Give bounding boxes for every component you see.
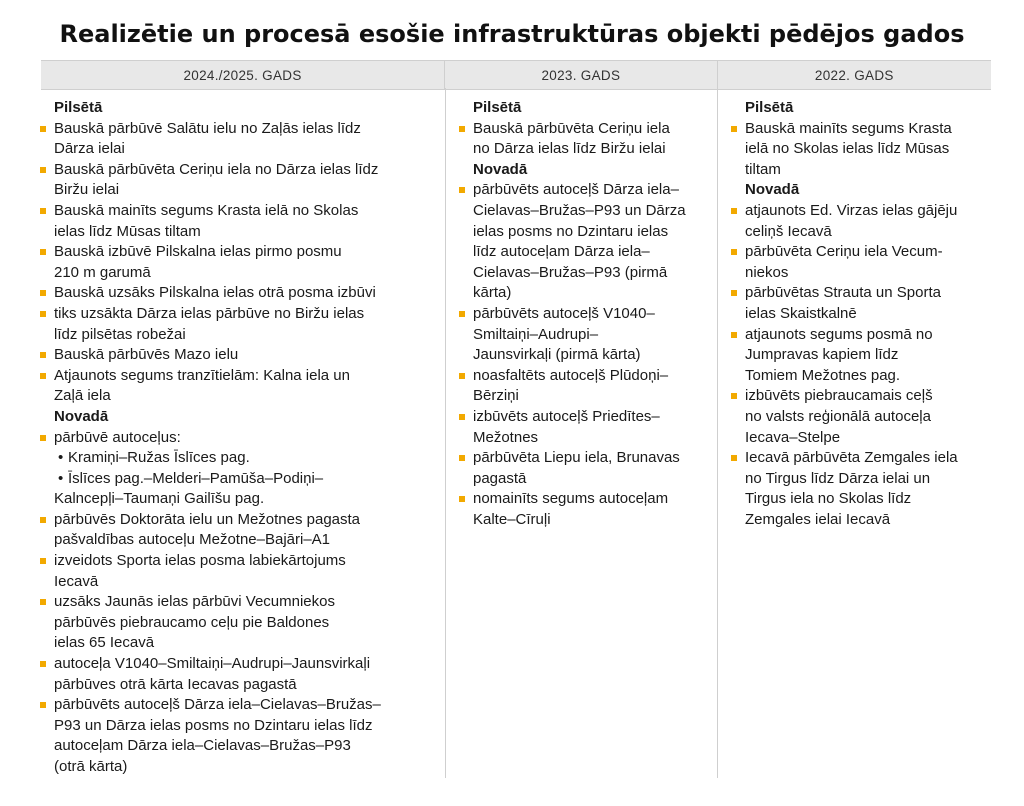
list-item-text: pārbūvēts autoceļš Dārza iela– [473,181,679,199]
list-item-text: Cielavas–Bružas–P93 un Dārza [473,201,686,219]
list-item-text: izveidots Sporta ielas posma labiekārtojums [54,552,346,570]
list-item-text: pašvaldības autoceļu Mežotne–Bajāri–A1 [54,531,331,549]
list-item-text: Iecava–Stelpe [745,428,841,446]
list-item [459,119,711,160]
list-item [40,428,440,449]
section-heading-city: Pilsētā [473,99,522,116]
list-item-text: Smiltaiņi–Audrupi– [473,325,599,343]
list-item-text: Jumpravas kapiem līdz [745,346,899,364]
header-2024-2025: 2024./2025. GADS [183,67,302,83]
list-item-text: atjaunots segums posmā no [745,325,933,343]
list-item [40,366,440,407]
sub-list-item-text: Kramiņi–Ružas Īslīces pag. [68,449,250,467]
column-2022 [731,98,993,530]
list-item [40,201,440,242]
list-item-text: tiltam [745,160,781,178]
list-item [731,325,993,387]
list-item-text: Bauskā mainīts segums Krasta [745,119,952,137]
column-divider [717,88,718,778]
list-item-text: ielas 65 Iecavā [54,634,155,652]
sub-bullet: • [58,469,64,487]
list-item-text: līdz autoceļam Dārza iela– [473,243,650,261]
list-item-text: Bauskā pārbūvēta Ceriņu iela no Dārza ielas līdz [54,160,379,178]
list-item-text: tiks uzsākta Dārza ielas pārbūve no Biržu ielas [54,304,365,322]
list-item-text: no Tirgus līdz Dārza ielai un [745,469,931,487]
list-item-text: pagastā [473,469,527,487]
list-item [40,160,440,201]
list-item [40,304,440,345]
list-item-text: celiņš Iecavā [745,222,832,240]
list-item-text: Bauskā pārbūvēs Mazo ielu [54,346,239,364]
list-item-text: pārbūvēta Ceriņu iela Vecum- [745,243,943,261]
section-heading-region: Novadā [473,160,528,178]
list-item [731,119,993,181]
list-item [40,345,440,366]
list-item-text: pārbūvētas Strauta un Sporta [745,284,941,302]
list-item-text: Tomiem Mežotnes pag. [745,366,901,384]
list-item [459,448,711,489]
list-item-text: Bauskā pārbūvēta Ceriņu iela [473,119,670,137]
section-heading-region: Novadā [54,407,109,425]
list-item [40,695,440,777]
list-item-text: autoceļam Dārza iela–Cielavas–Bružas–P93 [54,737,351,755]
list-item-text: Iecavā [54,572,99,590]
list-item-text: pārbūvēts autoceļš V1040– [473,304,655,322]
list-item [40,510,440,551]
list-item-text: Mežotnes [473,428,539,446]
list-item-text: Dārza ielai [54,140,125,158]
list-item-text: pārbūvēta Liepu iela, Brunavas [473,449,680,467]
list-item-text: pārbūvēts autoceļš Dārza iela–Cielavas–Bružas– [54,696,381,714]
list-item-text: no Dārza ielas līdz Biržu ielai [473,140,666,158]
list-item-text: niekos [745,263,789,281]
list-item [40,592,440,654]
list-item-text: Zemgales ielai Iecavā [745,510,891,528]
sub-list-item [40,469,440,490]
list-item-text: kārta) [473,284,512,302]
list-item [459,489,711,530]
list-item-text: Bauskā mainīts segums Krasta ielā no Skolas [54,201,359,219]
list-item-text: Kalte–Cīruļi [473,510,551,528]
list-item-text: Biržu ielai [54,181,120,199]
list-item-text: uzsāks Jaunās ielas pārbūvi Vecumniekos [54,593,335,611]
list-item-text: (otrā kārta) [54,758,128,775]
list-item [459,180,711,304]
list-item-text: Zaļā iela [54,387,111,405]
sub-list-item-continuation [40,489,440,510]
list-item [459,366,711,407]
list-item-text: Jaunsvirkaļi (pirmā kārta) [473,346,641,364]
list-item-text: Iecavā pārbūvēta Zemgales iela [745,449,958,467]
list-item-text: ielas līdz Mūsas tiltam [54,222,201,240]
header-2022: 2022. GADS [717,61,991,89]
list-item-text: no valsts reģionālā autoceļa [745,407,931,425]
list-item-text: noasfaltēts autoceļš Plūdoņi– [473,366,669,384]
column-2023 [459,98,711,530]
column-divider [445,88,446,778]
list-item [40,654,440,695]
list-item-text: ielā no Skolas ielas līdz Mūsas [745,140,950,158]
section-heading-region: Novadā [745,181,800,199]
page-title: Realizētie un procesā esošie infrastruktūras objekti pēdējos gados [59,20,965,48]
list-item-text: pārbūvēs piebraucamo ceļu pie Baldones [54,613,330,631]
list-item-text: līdz pilsētas robežai [54,325,186,343]
table-header [41,60,991,90]
list-item-text: ielas posms no Dzintaru ielas [473,222,669,240]
sub-list-item-text: Kalncepļi–Taumaņi Gailīšu pag. [54,490,265,508]
list-item-text: pārbūves otrā kārta Iecavas pagastā [54,675,297,693]
list-item [40,551,440,592]
list-item-text: nomainīts segums autoceļam [473,490,669,508]
list-item-text: Bauskā pārbūvē Salātu ielu no Zaļās ielas līdz [54,119,361,137]
sub-bullet: • [58,449,64,467]
list-item [731,448,993,530]
list-item-text: Bērziņi [473,387,519,405]
list-item-text: pārbūvē autoceļus: [54,428,181,446]
list-item [40,242,440,283]
list-item [731,201,993,242]
list-item [40,283,440,304]
list-item-text: Bauskā uzsāks Pilskalna ielas otrā posma izbūvi [54,284,376,302]
list-item-text: izbūvēts piebraucamais ceļš [745,387,933,405]
column-2024-2025 [40,98,440,778]
list-item [459,304,711,366]
section-heading-city: Pilsētā [745,99,794,116]
list-item-text: Atjaunots segums tranzītielām: Kalna iela un [54,366,350,384]
list-item [731,242,993,283]
list-item [731,283,993,324]
list-item-text: Tirgus iela no Skolas līdz [745,490,912,508]
sub-list-item-text: Īslīces pag.–Melderi–Pamūša–Podiņi– [68,469,324,487]
list-item-text: Cielavas–Bružas–P93 (pirmā [473,263,668,281]
list-item-text: pārbūvēs Doktorāta ielu un Mežotnes pagasta [54,510,361,528]
list-item-text: P93 un Dārza ielas posms no Dzintaru ielas līdz [54,716,373,734]
section-heading-city: Pilsētā [54,99,103,116]
list-item-text: autoceļa V1040–Smiltaiņi–Audrupi–Jaunsvirkaļi [54,655,371,673]
header-2023: 2023. GADS [444,61,716,89]
list-item-text: 210 m garumā [54,263,151,281]
list-item-text: Bauskā izbūvē Pilskalna ielas pirmo posmu [54,243,342,261]
list-item-text: atjaunots Ed. Virzas ielas gājēju [745,201,958,219]
list-item-text: izbūvēts autoceļš Priedītes– [473,407,660,425]
sub-list-item [40,448,440,469]
list-item [459,407,711,448]
list-item [40,119,440,160]
list-item-text: ielas Skaistkalnē [745,304,857,322]
list-item [731,386,993,448]
